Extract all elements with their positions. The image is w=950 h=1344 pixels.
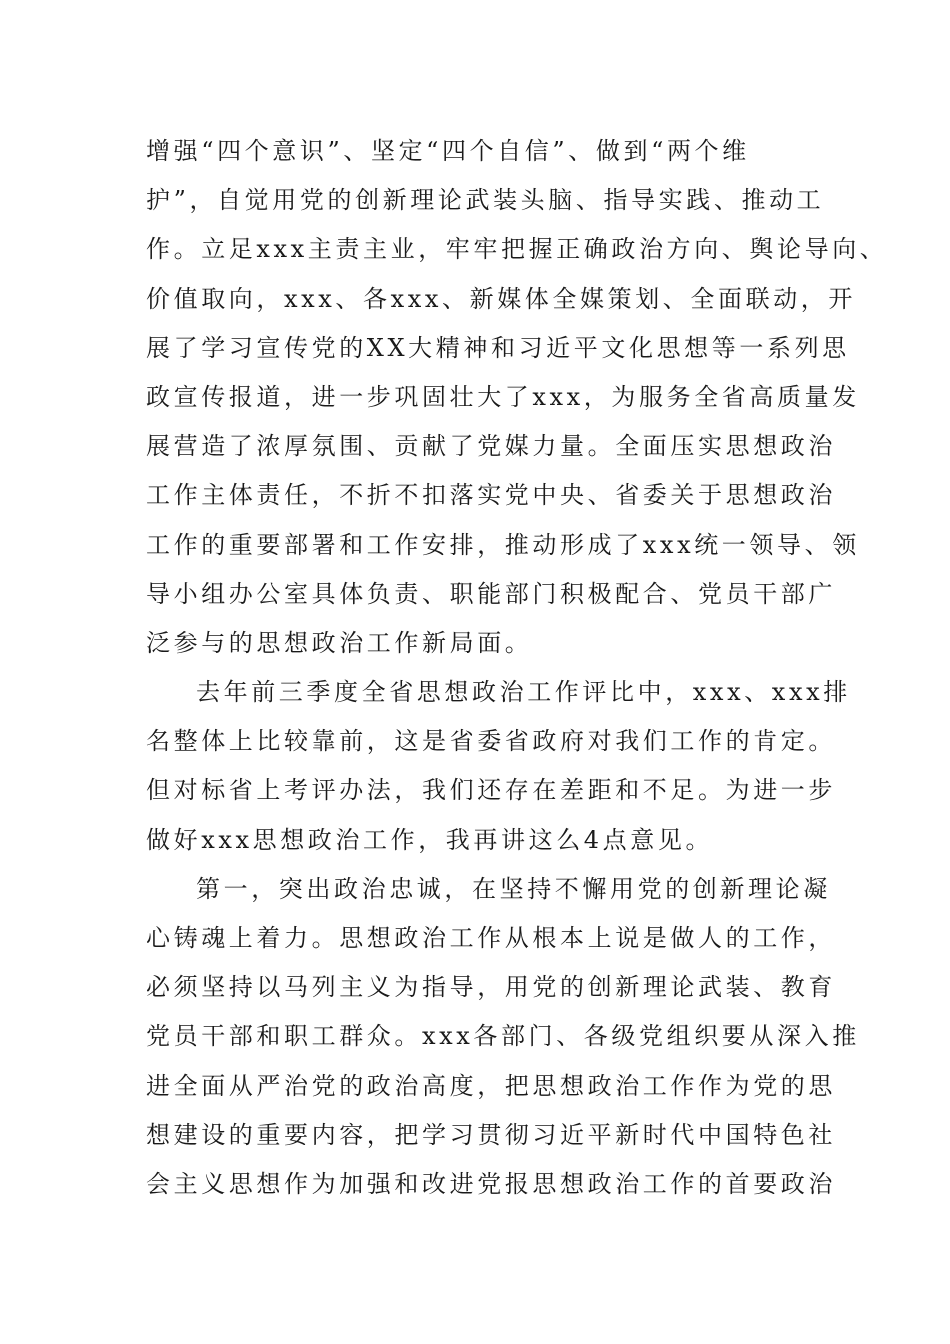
paragraph-1-line-9: 工作的重要部署和工作安排，推动形成了xxx统一领导、领 [146,530,860,559]
paragraph-1-line-10: 导小组办公室具体负责、职能部门积极配合、党员干部广 [146,579,836,608]
paragraph-3-line-7: 会主义思想作为加强和改进党报思想政治工作的首要政治 [146,1169,836,1198]
document-body [146,127,888,1209]
paragraph-2-line-1: 去年前三季度全省思想政治工作评比中，xxx、xxx排 [196,678,851,707]
paragraph-2-line-3: 但对标省上考评办法，我们还存在差距和不足。为进一步 [146,776,836,805]
paragraph-1-line-5: 展了学习宣传党的XX大精神和习近平文化思想等一系列思 [146,333,850,362]
paragraph-1-line-7: 展营造了浓厚氛围、贡献了党媒力量。全面压实思想政治 [146,432,836,461]
paragraph-1-line-11: 泛参与的思想政治工作新局面。 [146,628,533,657]
paragraph-1-line-4: 价值取向，xxx、各xxx、新媒体全媒策划、全面联动，开 [146,284,857,313]
paragraph-1-line-3: 作。立足xxx主责主业，牢牢把握正确政治方向、舆论导向、 [146,235,888,264]
paragraph-3-line-6: 想建设的重要内容，把学习贯彻习近平新时代中国特色社 [146,1120,836,1149]
paragraph-1-line-8: 工作主体责任，不折不扣落实党中央、省委关于思想政治 [146,481,836,510]
paragraph-2-line-4: 做好xxx思想政治工作，我再讲这么4点意见。 [146,825,714,854]
paragraph-1-line-1: 增强“四个意识”、坚定“四个自信”、做到“两个维 [146,137,750,165]
paragraph-2-line-2: 名整体上比较靠前，这是省委省政府对我们工作的肯定。 [146,727,836,756]
paragraph-3-line-4: 党员干部和职工群众。xxx各部门、各级党组织要从深入推 [146,1022,860,1051]
paragraph-3-line-2: 心铸魂上着力。思想政治工作从根本上说是做人的工作， [146,924,836,952]
paragraph-3-line-5: 进全面从严治党的政治高度，把思想政治工作作为党的思 [146,1071,836,1100]
paragraph-1-line-2: 护”，自觉用党的创新理论武装头脑、指导实践、推动工 [146,186,825,215]
paragraph-3-line-3: 必须坚持以马列主义为指导，用党的创新理论武装、教育 [146,973,836,1002]
paragraph-1-line-6: 政宣传报道，进一步巩固壮大了xxx，为服务全省高质量发 [146,382,860,411]
paragraph-3-line-1: 第一，突出政治忠诚，在坚持不懈用党的创新理论凝 [196,874,831,903]
